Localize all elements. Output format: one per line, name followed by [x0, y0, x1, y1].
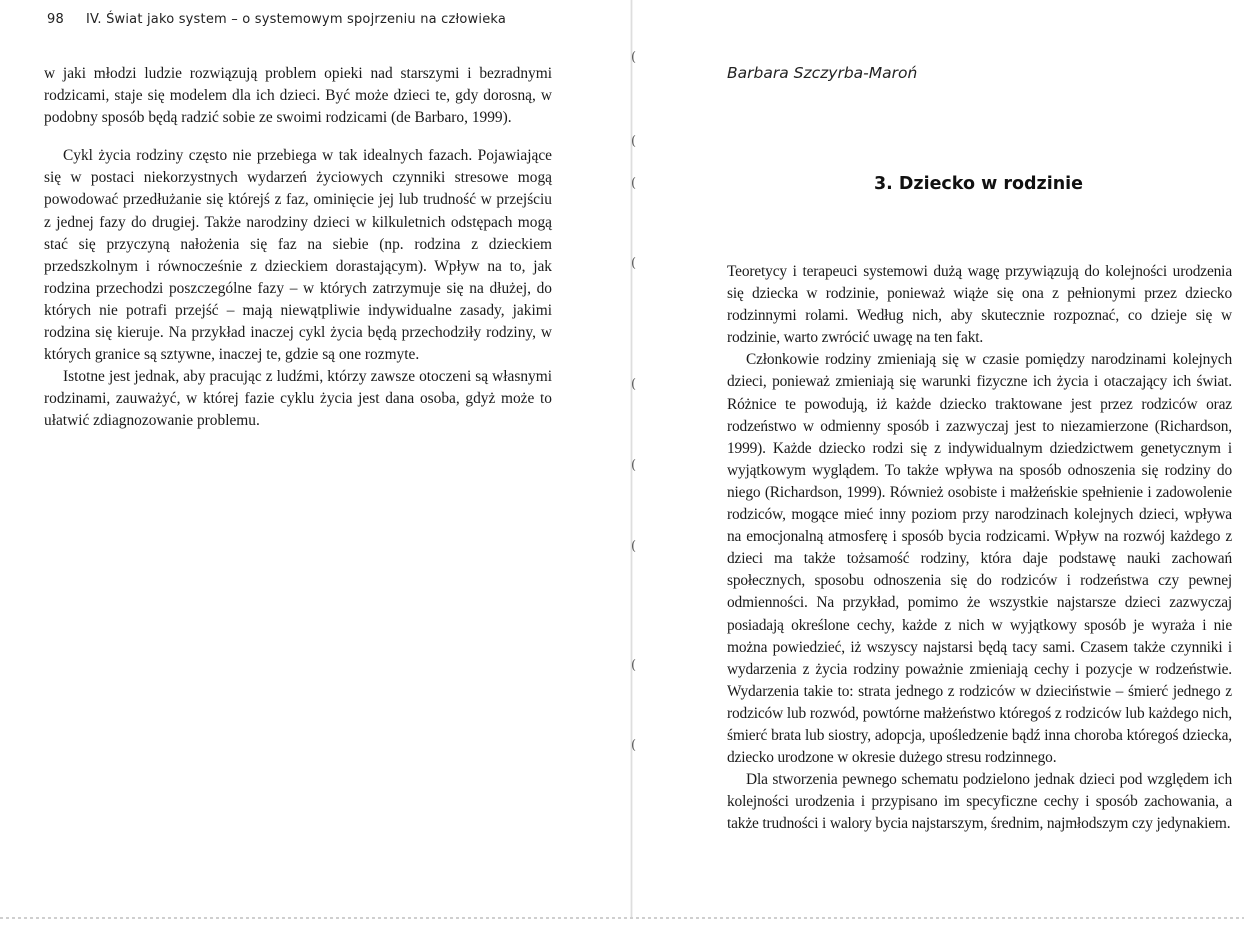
right-page-body — [727, 261, 1232, 835]
paragraph: Teoretycy i terapeuci systemowi dużą wagę przywiązują do kolejności urodzenia się dziecka w rodzinie, ponieważ wiąże się ona z pełnionymi przez dziecko rodzinnymi rolami. Według nich, aby skutecznie rozpoznać, co dzieje się w rodzinie, warto zwrócić uwagę na ten fakt. — [727, 263, 1232, 347]
chapter-title: 3. Dziecko w rodzinie — [873, 174, 1084, 194]
paragraph-gap — [44, 129, 552, 145]
chapter-author: Barbara Szczyrba-Maroń — [727, 64, 918, 82]
page-bottom-edge — [0, 917, 1244, 919]
paragraph: Dla stworzenia pewnego schematu podzielono jednak dzieci pod względem ich kolejności urodzenia i przypisano im specyficzne cechy i sposób zachowania, a także trudności i walory bycia najstarszym, średnim, najmłodszym czy jedynakiem. — [727, 771, 1232, 833]
running-head-title: IV. Świat jako system – o systemowym spojrzeniu na człowieka — [85, 12, 507, 27]
page-number: 98 — [47, 12, 64, 27]
paragraph: Istotne jest jednak, aby pracując z ludźmi, którzy zawsze otoczeni są własnymi rodzinami, zauważyć, w której fazie cyklu życia jest dana osoba, gdyż może to ułatwić zdiagnozowanie problemu. — [44, 368, 552, 430]
running-head — [47, 12, 506, 27]
paragraph: Członkowie rodziny zmieniają się w czasie pomiędzy narodzinami kolejnych dzieci, ponieważ zmieniają się warunki fizyczne ich życia i otaczający ich świat. Różnice te powodują, iż każde dziecko traktowane jest przez rodziców oraz rodzeństwo w odmienny sposób i zazwyczaj jest to niezamierzone (Richardson, 1999). Każde dziecko rodzi się z indywidualnym dziedzictwem genetycznym i wyjątkowym wyglądem. To także wpływa na sposób odnoszenia się rodziny do niego (Richardson, 1999). Również osobiste i małżeńskie spełnienie i zadowolenie rodziców, mogące mieć inny poziom przy narodzinach kolejnych dzieci, wpływa na emocjonalną atmosferę i sposób bycia rodzicami. Wpływ na rozwój każdego z dzieci ma także tożsamość rodziny, która daje podstawę nauki zachowań społecznych, sposobu odnoszenia się do rodziców i rodzeństwa czy pewnej odmienności. Na przykład, pomimo że wszystkie najstarsze dzieci zazwyczaj posiadają określone cechy, każde z nich w wyjątkowy sposób je wyraża i nie można powiedzieć, iż wszyscy najstarsi będą tacy sami. Czasem także czynniki i wydarzenia z życia rodziny poważnie zmieniają cechy i pozycje w rodzeństwie. Wydarzenia takie to: strata jednego z rodziców w dzieciństwie – śmierć jednego z rodziców lub rozwód, powtórne małżeństwo któregoś z rodziców lub każdego nich, śmierć brata lub siostry, adopcja, upośledzenie bądź inna choroba któregoś dziecka, dziecko urodzone w okresie dużego stresu rodzinnego. — [727, 351, 1232, 767]
book-spread: ( ( ( ( ( ( ( ( ( 98 IV. Świat jako system – o systemowym spojrzeniu na człowieka w jaki młodzi ludzie rozwiązują problem opieki nad starszymi i bezradnymi rodzicami, staje się modelem dla ich dzieci. Być może dzieci te, gdy dorosną, w podobny sposób będą radzić sobie ze swoimi rodzicami (de Barbaro, 1999). Cykl życia rodziny często nie przebiega w tak idealnych fazach. Pojawiające się w postaci niekorzystnych wydarzeń życiowych czynniki stresowe mogą powodować przedłużanie się którejś z faz, ominięcie jej lub trudność w przejściu z jednej fazy do drugiej. Także narodziny dzieci w kilkuletnich odstępach mogą stać się przyczyną nałożenia się faz na siebie (np. rodzina z dzieckiem przedszkolnym i równocześnie z dzieckiem dorastającym). Wpływ na to, jak rodzina przechodzi poszczególne fazy – w których zatrzymuje się na dłużej, do których nie potrafi przejść – mają niewątpliwie indywidualne zasady, jakimi rodzina się kieruje. Na przykład inaczej cykl życia będą przechodziły rodziny, w których granice są sztywne, inaczej te, gdzie są one rozmyte. Istotne jest jednak, aby pracując z ludźmi, którzy zawsze otoczeni są własnymi rodzinami, zauważyć, w której fazie cyklu życia jest dana osoba, gdyż może to ułatwić zdiagnozowanie problemu. Barbara Szczyrba-Maroń 3. Dziecko w rodzinie Teoretycy i terapeuci systemowi dużą wagę przywiązują do kolejności urodzenia się dziecka w rodzinie, ponieważ wiąże się ona z pełnionymi przez dziecko rodzinnymi rolami. Według nich, aby skutecznie rozpoznać, co dzieje się w rodzinie, warto zwrócić uwagę na ten fakt. Członkowie rodziny zmieniają się w czasie pomiędzy narodzinami kolejnych dzieci, ponieważ zmieniają się warunki fizyczne ich życia i otaczający ich świat. Różnice te powodują, iż każde dziecko traktowane jest przez rodziców oraz rodzeństwo w odmienny sposób i zazwyczaj jest to niezamierzone (Richardson, 1999). Każde dziecko rodzi się z indywidualnym dziedzictwem genetycznym i wyjątkowym wyglądem. To także wpływa na sposób odnoszenia się rodziny do niego (Richardson, 1999). Również osobiste i małżeńskie spełnienie i zadowolenie rodziców, mogące mieć inny poziom przy narodzinach kolejnych dzieci, wpływa na emocjonalną atmosferę i sposób bycia rodzicami. Wpływ na rozwój każdego z dzieci ma także tożsamość rodziny, która daje podstawę nauki zachowań społecznych, sposobu odnoszenia się do rodziców i rodzeństwa czy pewnej odmienności. Na przykład, pomimo że wszystkie najstarsze dzieci zazwyczaj posiadają określone cechy, każde z nich w wyjątkowy sposób je wyraża i nie można powiedzieć, iż wszyscy najstarsi będą tacy sami. Czasem także czynniki i wydarzenia z życia rodziny poważnie zmieniają cechy i pozycje w rodzeństwie. Wydarzenia takie to: strata jednego z rodziców w dzieciństwie – śmierć jednego z rodziców lub rozwód, powtórne małżeństwo któregoś z rodziców lub każdego nich, śmierć brata lub siostry, adopcja, upośledzenie bądź inna choroba któregoś dziecka, dziecko urodzone w okresie dużego stresu rodzinnego. Dla stworzenia pewnego schematu podzielono jednak dzieci pod względem ich kolejności urodzenia i przypisano im specyficzne cechy i sposób zachowania, a także trudności i walory bycia najstarszym, średnim, najmłodszym czy jedynakiem. — [0, 0, 1244, 933]
paragraph: Cykl życia rodziny często nie przebiega w tak idealnych fazach. Pojawiające się w postaci niekorzystnych wydarzeń życiowych czynniki stresowe mogą powodować przedłużanie się którejś z faz, ominięcie jej lub trudność w przejściu z jednej fazy do drugiej. Także narodziny dzieci w kilkuletnich odstępach mogą stać się przyczyną nałożenia się faz na siebie (np. rodzina z dzieckiem przedszkolnym i równocześnie z dzieckiem dorastającym). Wpływ na to, jak rodzina przechodzi poszczególne fazy – w których zatrzymuje się na dłużej, do których nie potrafi przejść – mają niewątpliwie indywidualne zasady, jakimi rodzina się kieruje. Na przykład inaczej cykl życia będą przechodziły rodziny, w których granice są sztywne, inaczej te, gdzie są one rozmyte. — [44, 147, 552, 364]
left-page-body — [44, 63, 552, 433]
paragraph: w jaki młodzi ludzie rozwiązują problem opieki nad starszymi i bezradnymi rodzicami, staje się modelem dla ich dzieci. Być może dzieci te, gdy dorosną, w podobny sposób będą radzić sobie ze swoimi rodzicami (de Barbaro, 1999). — [44, 65, 552, 127]
